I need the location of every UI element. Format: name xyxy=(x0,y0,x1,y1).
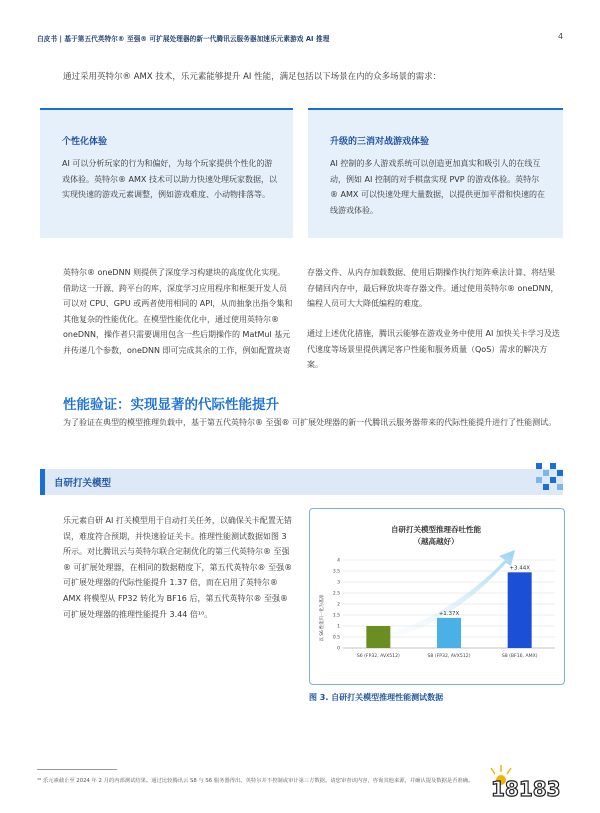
chart-svg xyxy=(309,508,563,683)
site-logo xyxy=(483,762,583,802)
bar xyxy=(508,572,532,648)
footnote: ¹⁰ 乐元素截止至 2024 年 2 月的内部测试结果。通过比较腾讯云 S8 与 S6 服务器得出。英特尔并不控制或审计第三方数据。请您审查该内容，咨询其他来源，并确认提及数据是否准确。 xyxy=(37,778,474,784)
card-title: 升级的三消对战游戏体验 xyxy=(330,137,430,147)
card-match3-battle xyxy=(308,108,563,238)
section-heading: 性能验证：实现显著的代际性能提升 xyxy=(63,397,279,413)
band-marker xyxy=(40,469,45,495)
footnote-divider xyxy=(37,769,117,770)
y-tick-label: 0 xyxy=(337,646,340,652)
subsection-band xyxy=(40,469,563,495)
bar xyxy=(366,626,390,648)
card-title: 个性化体验 xyxy=(62,137,108,147)
y-tick-label: 0.5 xyxy=(332,635,340,641)
subsection-title: 自研打关模型 xyxy=(54,478,112,489)
y-tick-label: 2 xyxy=(337,602,340,608)
y-tick-label: 3 xyxy=(337,580,340,586)
page-number: 4 xyxy=(558,32,564,41)
y-tick-label: 1 xyxy=(337,624,340,630)
bar xyxy=(437,618,461,648)
y-tick-label: 2.5 xyxy=(332,591,340,597)
y-tick-label: 1.5 xyxy=(332,613,340,619)
column-right-text-2: 通过上述优化措施，腾讯云能够在游戏业务中使用 AI 加快关卡学习及迭代速度等场景里提供满足客户性能和服务质量（QoS）需求的解决方案。 xyxy=(307,329,560,369)
logo-text: 18183 xyxy=(491,777,561,801)
y-tick-label: 3.5 xyxy=(332,569,340,575)
intro-paragraph: 通过采用英特尔® AMX 技术，乐元素能够提升 AI 性能，满足包括以下场景在内的众多场景的需求： xyxy=(63,72,442,82)
header-title: 白皮书 | 基于第五代英特尔® 至强® 可扩展处理器的新一代腾讯云服务器加速乐元素游戏 AI 推理 xyxy=(37,35,330,43)
checker-decoration-icon xyxy=(536,463,563,490)
data-label: +3.44X xyxy=(509,565,530,572)
chart-ylabel: 以 S6 性能归一化为基准 xyxy=(320,594,325,642)
chart-title: 自研打关模型推理吞吐性能 xyxy=(391,525,481,534)
card-text: AI 控制的多人游戏系统可以创造更加真实和吸引人的在线互动，例如 AI 控制的对手棋盘实现 PVP 的游戏体验。英特尔® AMX 可以快速处理大量数据，以提供更加平滑和快速的在线游戏体验。 xyxy=(330,159,545,215)
column-right-text-1: 存器文件、从内存加载数据、使用后期操作执行矩阵乘法计算、将结果存储回内存中，最后释放块寄存器文件。通过使用英特尔® oneDNN，编程人员可大大降低编程的难度。 xyxy=(307,268,559,308)
card-text: AI 可以分析玩家的行为和偏好，为每个玩家提供个性化的游戏体验。英特尔® AMX 技术可以助力快速处理玩家数据，以实现快速的游戏元素调整，例如游戏难度、小动物排落等。 xyxy=(62,159,277,199)
y-tick-label: 4 xyxy=(337,558,340,564)
x-tick-label: S8 (FP32, AVX512) xyxy=(427,654,471,659)
x-tick-label: S6 (FP32, AVX512) xyxy=(356,654,400,659)
chart-subtitle: （越高越好） xyxy=(413,537,459,546)
figure-caption: 图 3. 自研打关模型推理性能测试数据 xyxy=(309,693,444,702)
column-left-text: 英特尔® oneDNN 则提供了深度学习构建块的高度优化实现。借助这一开源、跨平台的库，深度学习应用程序和框架开发人员可以对 CPU、GPU 或两者使用相同的 API，从而抽象出指令集和其他复杂的性能优化。在模型性能优化中，通过使用英特尔® oneDNN，操作者只需要调用包含一些后期操作的 MatMul 基元并传递几个参数，oneDNN 即可完成其余的工作，例如配置块寄 xyxy=(63,268,293,355)
data-label: +1.37X xyxy=(438,610,460,617)
model-body-text: 乐元素自研 AI 打关模型用于自动打关任务，以确保关卡配置无错误，难度符合预期，并快速验证关卡。推理性能测试数据如图 3 所示。对比腾讯云与英特尔联合定制优化的第三代英特尔® 至强® 可扩展处理器，在相同的数据精度下，第五代英特尔® 至强® 可扩展处理器的代际性能提升 1.37 倍，而在启用了英特尔® AMX 将模型从 FP32 转化为 BF16 后，第五代英特尔® 至强® 可扩展处理器的推理性能提升 3.44 倍¹⁰。 xyxy=(63,516,293,619)
section-text: 为了验证在典型的模型推理负载中，基于第五代英特尔® 至强® 可扩展处理器的新一代腾讯云服务器带来的代际性能提升进行了性能测试。 xyxy=(63,418,557,427)
card-personalized-experience xyxy=(40,108,293,238)
x-tick-label: S8 (BF16, AMX) xyxy=(501,654,538,659)
